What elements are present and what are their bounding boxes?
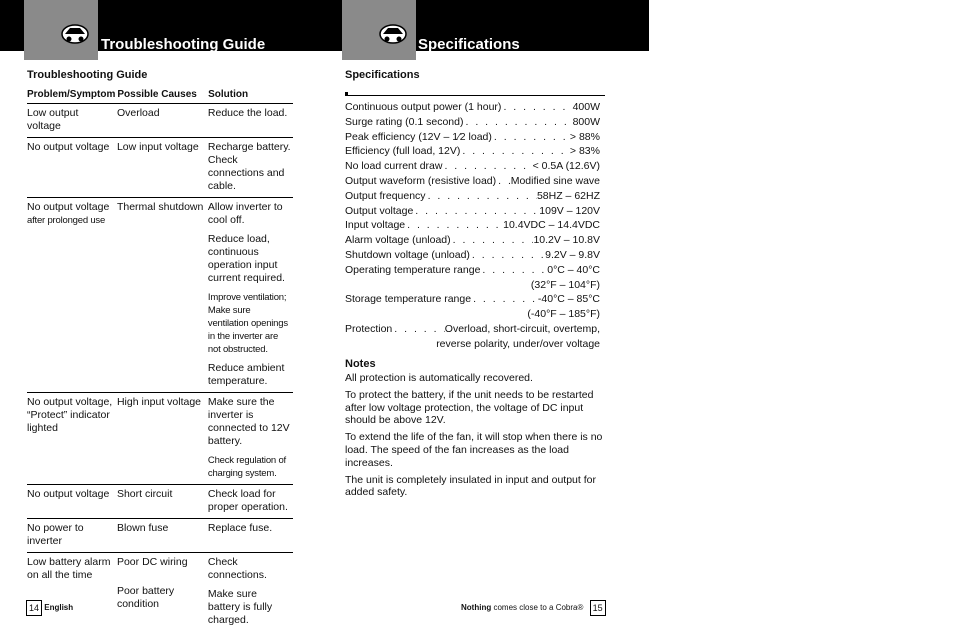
- spec-label: Input voltage: [345, 219, 406, 232]
- table-row: [27, 198, 293, 393]
- spec-value: Overload, short-circuit, overtemp,: [444, 322, 600, 335]
- table-row: [27, 553, 293, 631]
- solution-cell: Recharge battery. Check connections and cable.: [207, 141, 291, 192]
- spec-value: < 0.5A (12.6V): [532, 160, 600, 173]
- spec-label: Surge rating (0.1 second): [345, 115, 464, 128]
- solution-item: Reduce ambient temperature.: [207, 362, 285, 387]
- footer-tagline: comes close to a Cobra®: [493, 603, 584, 613]
- specifications-list: [345, 100, 600, 352]
- solution-item: Reduce load, continuous operation input current required.: [207, 233, 285, 284]
- cause-cell: Blown fuse: [116, 522, 169, 534]
- right-footer: [461, 600, 606, 616]
- spec-label: Output frequency: [345, 189, 426, 202]
- spec-row: [345, 292, 600, 307]
- problem-text: Low battery alarm on all the time: [27, 556, 111, 581]
- solution-item: Allow inverter to cool off.: [207, 201, 283, 226]
- spec-row: [345, 174, 600, 189]
- spec-label: No load current draw: [345, 160, 443, 173]
- solution-cell: Reduce the load.: [207, 107, 288, 119]
- left-footer: [26, 600, 73, 616]
- spec-value: -40°C – 85°C: [537, 293, 600, 306]
- troubleshooting-table: [27, 88, 293, 631]
- car-icon: [60, 22, 90, 46]
- car-icon: [378, 22, 408, 46]
- column-header: Possible Causes: [117, 89, 197, 100]
- problem-cell: No power to inverter: [27, 522, 84, 547]
- cause-cell: Low input voltage: [116, 141, 199, 153]
- table-row: [27, 485, 293, 519]
- spec-label: Efficiency (full load, 12V): [345, 145, 461, 158]
- left-header-bar: [0, 0, 321, 69]
- spec-row: [345, 322, 600, 337]
- spec-continuation: reverse polarity, under/over voltage: [436, 337, 600, 350]
- page-number: 14: [26, 600, 42, 616]
- problem-cell: No output voltage: [27, 141, 110, 153]
- solution-cell: [208, 396, 293, 480]
- solution-cell: [208, 201, 293, 388]
- cause-cell: Overload: [116, 107, 160, 119]
- spec-row: [345, 248, 600, 263]
- spec-label: Shutdown voltage (unload): [345, 248, 470, 261]
- solution-item: Make sure battery is fully charged.: [207, 588, 273, 626]
- right-header-tab: [342, 0, 416, 69]
- cause-cell: High input voltage: [116, 396, 202, 408]
- solution-item: Make sure the inverter is connected to 12V battery.: [207, 396, 290, 447]
- spec-label: Output voltage: [345, 204, 414, 217]
- cause-cell: Short circuit: [116, 488, 173, 500]
- spec-row: [345, 144, 600, 159]
- spec-row: [345, 263, 600, 278]
- problem-cell: [27, 201, 117, 388]
- spec-label: Operating temperature range: [345, 263, 481, 276]
- cause-text: Poor battery condition: [116, 585, 175, 610]
- spec-row: [345, 115, 600, 130]
- spec-value: 400W: [572, 101, 600, 113]
- footer-tagline-bold: Nothing: [461, 603, 492, 613]
- spec-value: 58HZ – 62HZ: [536, 189, 600, 202]
- problem-cell: Low output voltage: [27, 107, 79, 132]
- solution-item: Check connections.: [207, 556, 267, 581]
- column-header: Problem/Symptom: [27, 89, 116, 100]
- right-header-title: Specifications: [418, 36, 520, 53]
- spec-row: [345, 204, 600, 219]
- solution-item: Improve ventilation; Make sure ventilation openings in the inverter are not obstructed.: [207, 292, 288, 355]
- problem-cell: [27, 556, 117, 627]
- column-header: Solution: [208, 89, 249, 100]
- page-number: 15: [590, 600, 606, 616]
- spec-value: > 83%: [569, 145, 600, 158]
- table-header: [27, 88, 293, 104]
- table-row: [27, 104, 293, 138]
- spec-continuation: (32°F – 104°F): [530, 278, 600, 291]
- problem-cell: No output voltage, “Protect” indicator lighted: [27, 396, 113, 434]
- note-paragraph: To protect the battery, if the unit needs to be restarted after low voltage protection, the voltage of DC input should be above 12V.: [345, 388, 594, 427]
- troubleshooting-subtitle: Troubleshooting Guide: [27, 69, 148, 81]
- table-row: [27, 393, 293, 485]
- spec-row: [345, 233, 600, 248]
- specifications-subtitle: Specifications: [345, 69, 420, 81]
- cause-text: Poor DC wiring: [116, 556, 188, 568]
- spec-value: 109V – 120V: [539, 204, 600, 217]
- solution-cell: Check load for proper operation.: [207, 488, 288, 513]
- note-paragraph: To extend the life of the fan, it will stop when there is no load. The speed of the fan increases as the load increases.: [345, 431, 603, 469]
- table-row: [27, 519, 293, 553]
- right-header-bar: [321, 0, 649, 69]
- left-section-label: Operation: [28, 62, 62, 69]
- spec-label: Alarm voltage (unload): [345, 234, 451, 247]
- problem-subtext: after prolonged use: [27, 215, 106, 226]
- problem-cell: No output voltage: [27, 488, 110, 500]
- spec-label: Peak efficiency (12V – 1⁄2 load): [345, 130, 492, 143]
- spec-row: [345, 218, 600, 233]
- spec-row: [345, 189, 600, 204]
- spec-continuation: (-40°F – 185°F): [527, 308, 600, 321]
- spec-row: [345, 130, 600, 145]
- note-paragraph: The unit is completely insulated in input and output for added safety.: [345, 473, 596, 499]
- spec-value: > 88%: [569, 130, 600, 143]
- spec-value: 10.4VDC – 14.4VDC: [503, 219, 600, 232]
- spec-row: [345, 100, 600, 115]
- spec-value: 9.2V – 9.8V: [545, 248, 600, 261]
- solution-item: Check regulation of charging system.: [207, 455, 286, 479]
- solution-cell: [208, 556, 293, 627]
- left-header-tab: [24, 0, 98, 69]
- spec-value: 0°C – 40°C: [547, 263, 600, 276]
- notes-title: Notes: [345, 358, 376, 370]
- table-row: [27, 138, 293, 198]
- right-section-label: Operation: [346, 62, 380, 69]
- spec-value: Modified sine wave: [510, 174, 600, 187]
- spec-value: 800W: [572, 115, 600, 128]
- spec-row: [345, 159, 600, 174]
- divider: [345, 95, 605, 96]
- solution-cell: Replace fuse.: [207, 522, 273, 534]
- notes-list: [345, 372, 610, 503]
- left-header-title: Troubleshooting Guide: [101, 36, 266, 53]
- note-paragraph: All protection is automatically recovered.: [345, 372, 533, 384]
- spec-label: Storage temperature range: [345, 293, 472, 306]
- problem-text: No output voltage: [27, 201, 110, 213]
- cause-cell: Thermal shutdown: [116, 201, 204, 213]
- cause-cell: [117, 556, 208, 627]
- spec-label: Protection: [345, 322, 393, 335]
- spec-label: Continuous output power (1 hour): [345, 101, 502, 113]
- spec-value: 10.2V – 10.8V: [533, 234, 600, 247]
- footer-language: English: [44, 603, 74, 613]
- spec-label: Output waveform (resistive load): [345, 174, 497, 187]
